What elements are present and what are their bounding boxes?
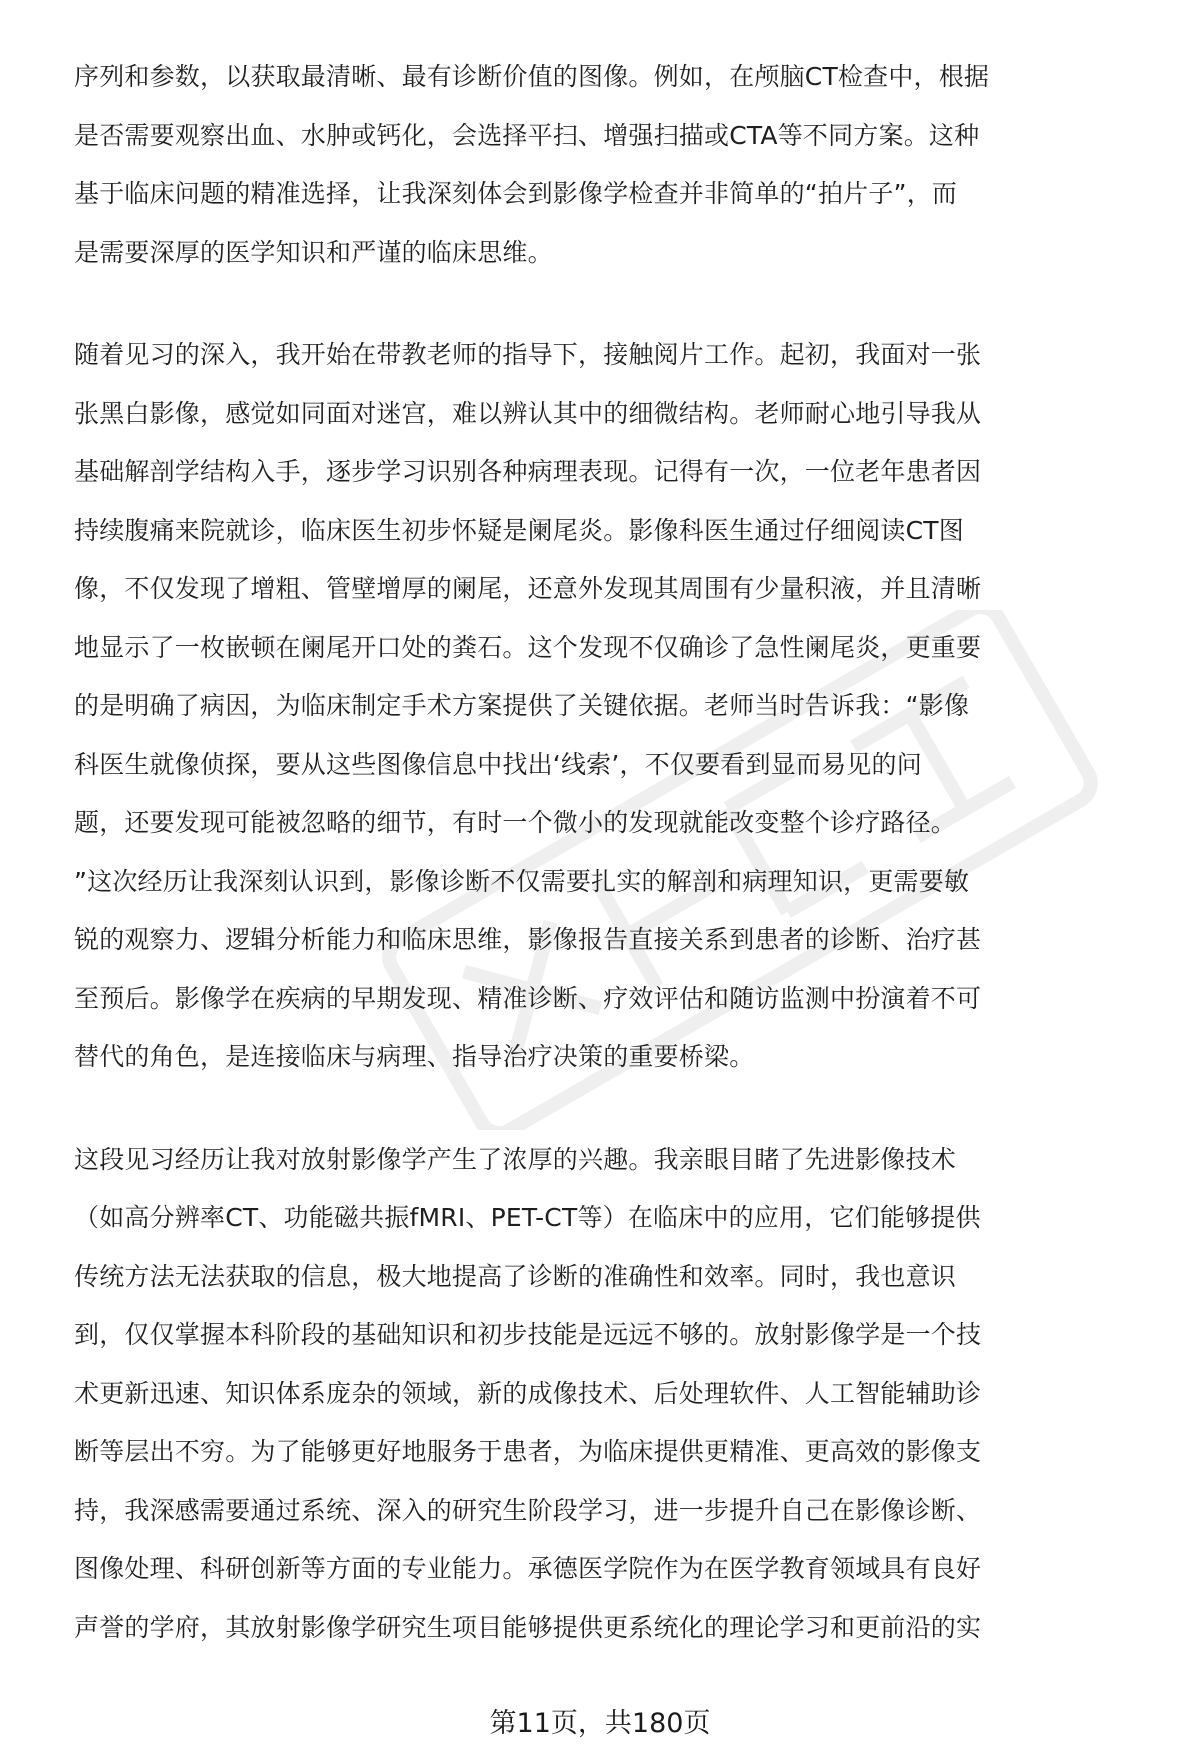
text-line: 是需要深厚的医学知识和严谨的临床思维。 <box>74 237 553 267</box>
text-line: 这段见习经历让我对放射影像学产生了浓厚的兴趣。我亲眼目睹了先进影像技术 <box>74 1144 957 1174</box>
text-line: ”这次经历让我深刻认识到，影像诊断不仅需要扎实的解剖和病理知识，更需要敏 <box>74 866 970 896</box>
text-line: 是否需要观察出血、水肿或钙化，会选择平扫、增强扫描或CTA等不同方案。这种 <box>74 120 980 150</box>
text-line: 断等层出不穷。为了能够更好地服务于患者，为临床提供更精准、更高效的影像支 <box>74 1437 982 1466</box>
text-line: 锐的观察力、逻辑分析能力和临床思维，影像报告直接关系到患者的诊断、治疗甚 <box>74 925 982 954</box>
text-line: 地显示了一枚嵌顿在阑尾开口处的粪石。这个发现不仅确诊了急性阑尾炎，更重要 <box>74 632 982 662</box>
text-line: 持续腹痛来院就诊，临床医生初步怀疑是阑尾炎。影像科医生通过仔细阅读CT图 <box>74 515 964 545</box>
text-line: 术更新迅速、知识体系庞杂的领域，新的成像技术、后处理软件、人工智能辅助诊 <box>74 1378 982 1408</box>
text-line: 题，还要发现可能被忽略的细节，有时一个微小的发现就能改变整个诊疗路径。 <box>74 808 957 837</box>
text-line: 张黑白影像，感觉如同面对迷宫，难以辨认其中的细微结构。老师耐心地引导我从 <box>74 398 982 428</box>
paragraph-3 <box>74 1131 1154 1658</box>
text-line: 图像处理、科研创新等方面的专业能力。承德医学院作为在医学教育领域具有良好 <box>74 1554 982 1583</box>
text-line: （如高分辨率CT、功能磁共振fMRI、PET-CT等）在临床中的应用，它们能够提供 <box>74 1203 981 1232</box>
text-line: 持，我深感需要通过系统、深入的研究生阶段学习，进一步提升自己在影像诊断、 <box>74 1495 982 1525</box>
text-line: 随着见习的深入，我开始在带教老师的指导下，接触阅片工作。起初，我面对一张 <box>74 340 982 369</box>
text-line: 的是明确了病因，为临床制定手术方案提供了关键依据。老师当时告诉我：“影像 <box>74 691 970 720</box>
document-body <box>74 48 1154 1701</box>
text-line: 基础解剖学结构入手，逐步学习识别各种病理表现。记得有一次，一位老年患者因 <box>74 457 982 486</box>
text-line: 像，不仅发现了增粗、管壁增厚的阑尾，还意外发现其周围有少量积液，并且清晰 <box>74 574 982 603</box>
text-line: 序列和参数，以获取最清晰、最有诊断价值的图像。例如，在颅脑CT检查中，根据 <box>74 62 990 91</box>
paragraph-2 <box>74 326 1154 1087</box>
page-number: 第11页，共180页 <box>489 1708 711 1739</box>
text-line: 至预后。影像学在疾病的早期发现、精准诊断、疗效评估和随访监测中扮演着不可 <box>74 983 982 1013</box>
text-line: 科医生就像侦探，要从这些图像信息中找出‘线索’，不仅要看到显而易见的问 <box>74 749 922 779</box>
text-line: 声誉的学府，其放射影像学研究生项目能够提供更系统化的理论学习和更前沿的实 <box>74 1612 982 1642</box>
text-line: 替代的角色，是连接临床与病理、指导治疗决策的重要桥梁。 <box>74 1042 755 1071</box>
text-line: 传统方法无法获取的信息，极大地提高了诊断的准确性和效率。同时，我也意识 <box>74 1261 957 1291</box>
text-line: 到，仅仅掌握本科阶段的基础知识和初步技能是远远不够的。放射影像学是一个技 <box>74 1320 982 1349</box>
paragraph-1 <box>74 48 1154 282</box>
text-line: 基于临床问题的精准选择，让我深刻体会到影像学检查并非简单的“拍片子”，而 <box>74 179 958 208</box>
